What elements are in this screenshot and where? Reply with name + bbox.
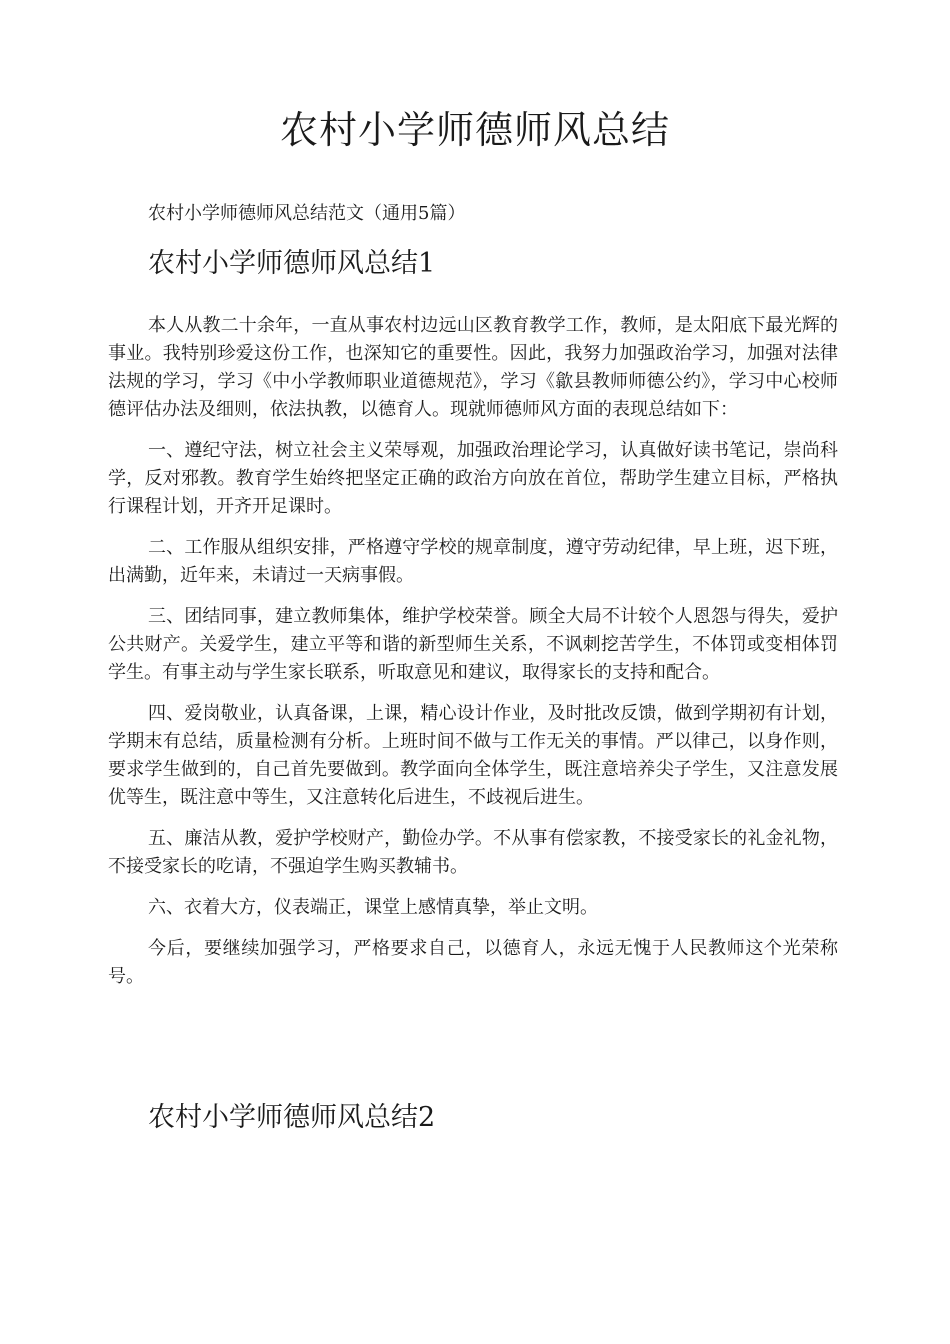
paragraph-point-3: 三、团结同事，建立教师集体，维护学校荣誉。顾全大局不计较个人恩怨与得失，爱护公共财产。关爱学生，建立平等和谐的新型师生关系，不讽刺挖苦学生，不体罚或变相体罚学生。有事主动与学生家长联系，听取意见和建议，取得家长的支持和配合。 bbox=[108, 606, 838, 683]
paragraph-point-1: 一、遵纪守法，树立社会主义荣辱观，加强政治理论学习，认真做好读书笔记，崇尚科学，反对邪教。教育学生始终把坚定正确的政治方向放在首位，帮助学生建立目标，严格执行课程计划，开齐开足课时。 bbox=[108, 440, 838, 517]
paragraph-intro: 本人从教二十余年，一直从事农村边远山区教育教学工作，教师，是太阳底下最光辉的事业。我特别珍爱这份工作，也深知它的重要性。因此，我努力加强政治学习，加强对法律法规的学习，学习《中小学教师职业道德规范》，学习《歙县教师师德公约》，学习中心校师德评估办法及细则，依法执教，以德育人。现就师德师风方面的表现总结如下： bbox=[108, 315, 838, 420]
section-heading-1: 农村小学师德师风总结1 bbox=[148, 248, 436, 279]
section-heading-2: 农村小学师德师风总结2 bbox=[148, 1102, 436, 1133]
paragraph-point-6: 六、衣着大方，仪表端正，课堂上感情真挚，举止文明。 bbox=[148, 897, 598, 918]
paragraph-point-5: 五、廉洁从教，爱护学校财产，勤俭办学。不从事有偿家教，不接受家长的礼金礼物，不接受家长的吃请，不强迫学生购买教辅书。 bbox=[108, 828, 838, 877]
document-title: 农村小学师德师风总结 bbox=[279, 108, 670, 152]
document-subtitle: 农村小学师德师风总结范文（通用5篇） bbox=[148, 203, 466, 224]
paragraph-point-4: 四、爱岗敬业，认真备课，上课，精心设计作业，及时批改反馈，做到学期初有计划，学期末有总结，质量检测有分析。上班时间不做与工作无关的事情。严以律己，以身作则，要求学生做到的，自己首先要做到。教学面向全体学生，既注意培养尖子学生，又注意发展优等生，既注意中等生，又注意转化后进生，不歧视后进生。 bbox=[108, 703, 838, 808]
paragraph-conclusion: 今后，要继续加强学习，严格要求自己，以德育人，永远无愧于人民教师这个光荣称号。 bbox=[108, 938, 838, 987]
paragraph-point-2: 二、工作服从组织安排，严格遵守学校的规章制度，遵守劳动纪律，早上班，迟下班，出满勤，近年来，未请过一天病事假。 bbox=[108, 537, 838, 586]
section-1-body bbox=[108, 312, 838, 1004]
